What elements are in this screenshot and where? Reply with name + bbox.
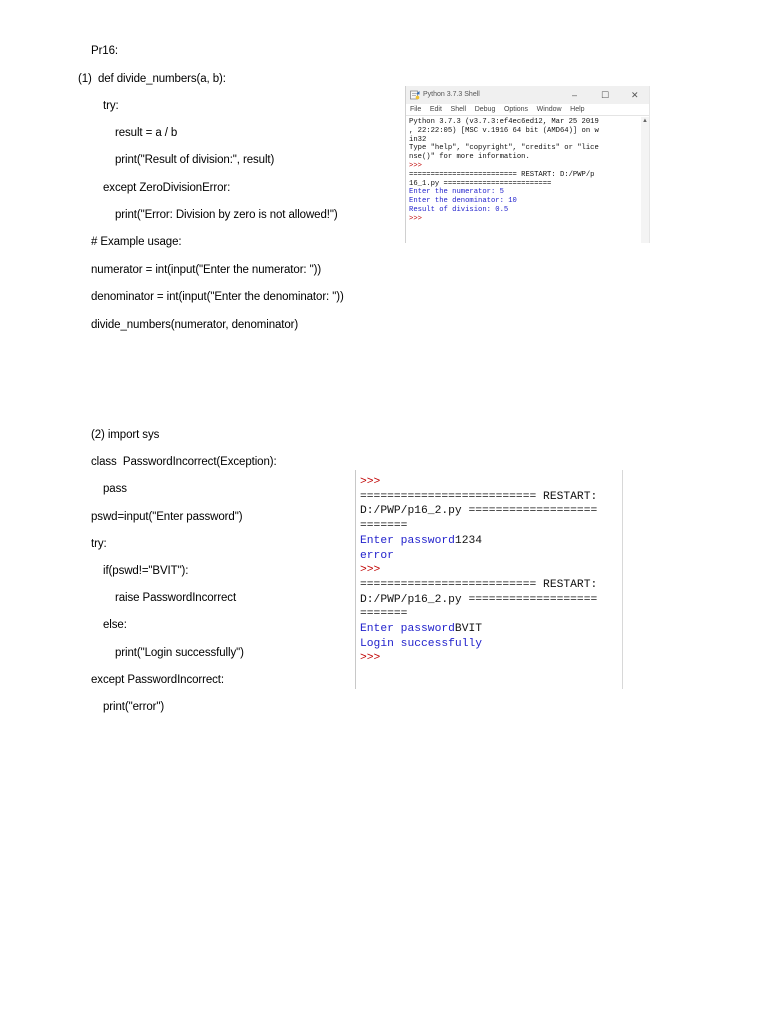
menu-options[interactable]: Options: [503, 106, 529, 113]
shell-line: [360, 622, 622, 637]
idle-shell-window-2: [355, 470, 623, 689]
shell-text: >>>: [360, 476, 381, 488]
code-line: print("Login successfully"): [115, 647, 244, 659]
shell-line: [360, 651, 622, 666]
shell-line: [360, 504, 622, 519]
maximize-button[interactable]: ☐: [601, 90, 610, 100]
shell-text: ========================== RESTART:: [360, 578, 598, 591]
shell-line: >>>: [409, 161, 422, 170]
code-line: if(pswd!="BVIT"):: [103, 565, 189, 577]
shell-text: >>>: [360, 564, 381, 577]
code-line: (1) def divide_numbers(a, b):: [78, 73, 226, 85]
code-line: (2) import sys: [91, 429, 160, 441]
shell-line: Enter the denominator: 10: [409, 197, 517, 206]
shell-output[interactable]: [409, 118, 641, 224]
code-line: except PasswordIncorrect:: [91, 674, 225, 686]
menu-edit[interactable]: Edit: [429, 106, 442, 113]
code-line: except ZeroDivisionError:: [103, 182, 231, 194]
scroll-up-arrow-icon[interactable]: ▲: [642, 118, 648, 124]
code-line: print("Error: Division by zero is not allowed!"): [115, 209, 338, 221]
shell-line: ========================= RESTART: D:/PWP/p: [409, 170, 595, 179]
shell-text: error: [360, 549, 394, 562]
code-line: try:: [103, 100, 119, 112]
menu-shell[interactable]: Shell: [450, 106, 467, 113]
shell-line: >>>: [409, 214, 422, 223]
shell-text: D:/PWP/p16_2.py ===================: [360, 505, 598, 518]
shell-text: =======: [360, 520, 408, 533]
code-line: try:: [91, 538, 107, 550]
shell-line: [360, 549, 622, 564]
shell-line: [360, 563, 622, 578]
shell-line: Result of division: 0.5: [409, 205, 509, 214]
shell-line: [360, 578, 622, 593]
shell-text: Login successfully: [360, 637, 483, 650]
menu-bar: [406, 104, 649, 116]
shell-line: [360, 490, 622, 505]
code-line: pass: [103, 483, 127, 495]
code-line: print("Result of division:", result): [115, 154, 275, 166]
shell-line: nse()" for more information.: [409, 153, 530, 162]
minimize-button[interactable]: –: [572, 90, 578, 100]
menu-window[interactable]: Window: [536, 106, 562, 113]
scrollbar[interactable]: [641, 117, 649, 243]
shell-line: in32: [409, 135, 427, 144]
code-line: class PasswordIncorrect(Exception):: [91, 456, 277, 468]
shell-line: [360, 637, 622, 652]
python-idle-icon: [410, 90, 420, 100]
shell-line: [360, 475, 622, 490]
shell-text: D:/PWP/p16_2.py ===================: [360, 593, 598, 606]
shell-text: Enter password: [360, 534, 455, 547]
code-line: # Example usage:: [91, 236, 182, 248]
menu-help[interactable]: Help: [570, 106, 585, 113]
code-line: pswd=input("Enter password"): [91, 511, 243, 523]
shell-text: Enter password: [360, 623, 455, 636]
shell-line: Type "help", "copyright", "credits" or "lice: [409, 144, 599, 153]
shell-line: [360, 519, 622, 534]
close-button[interactable]: ✕: [631, 90, 639, 100]
doc-heading: Pr16:: [91, 45, 118, 57]
shell-text: 1234: [454, 534, 483, 547]
code-line: result = a / b: [115, 127, 178, 139]
code-line: divide_numbers(numerator, denominator): [91, 319, 299, 331]
shell-line: Enter the numerator: 5: [409, 188, 504, 197]
idle-shell-window-1: [405, 86, 650, 243]
shell-line: Python 3.7.3 (v3.7.3:ef4ec6ed12, Mar 25 2019: [409, 118, 599, 126]
menu-debug[interactable]: Debug: [474, 106, 496, 113]
shell-line: , 22:22:05) [MSC v.1916 64 bit (AMD64)] on w: [409, 126, 599, 135]
shell-line: 16_1.py =========================: [409, 179, 552, 188]
code-line: numerator = int(input("Enter the numerator: ")): [91, 264, 322, 276]
shell-text: >>>: [360, 652, 381, 665]
shell-text: BVIT: [454, 623, 483, 636]
code-line: print("error"): [103, 701, 165, 713]
shell-line: [360, 534, 622, 549]
shell-line: [360, 593, 622, 608]
code-line: else:: [103, 619, 127, 631]
shell-output[interactable]: [360, 475, 622, 666]
menu-file[interactable]: File: [410, 106, 422, 113]
shell-text: ========================== RESTART:: [360, 490, 598, 503]
window-title: Python 3.7.3 Shell: [423, 91, 480, 98]
code-line: denominator = int(input("Enter the denominator: ")): [91, 291, 344, 303]
shell-line: [360, 607, 622, 622]
title-bar: [406, 86, 649, 104]
code-line: raise PasswordIncorrect: [115, 592, 237, 604]
shell-text: =======: [360, 608, 408, 621]
